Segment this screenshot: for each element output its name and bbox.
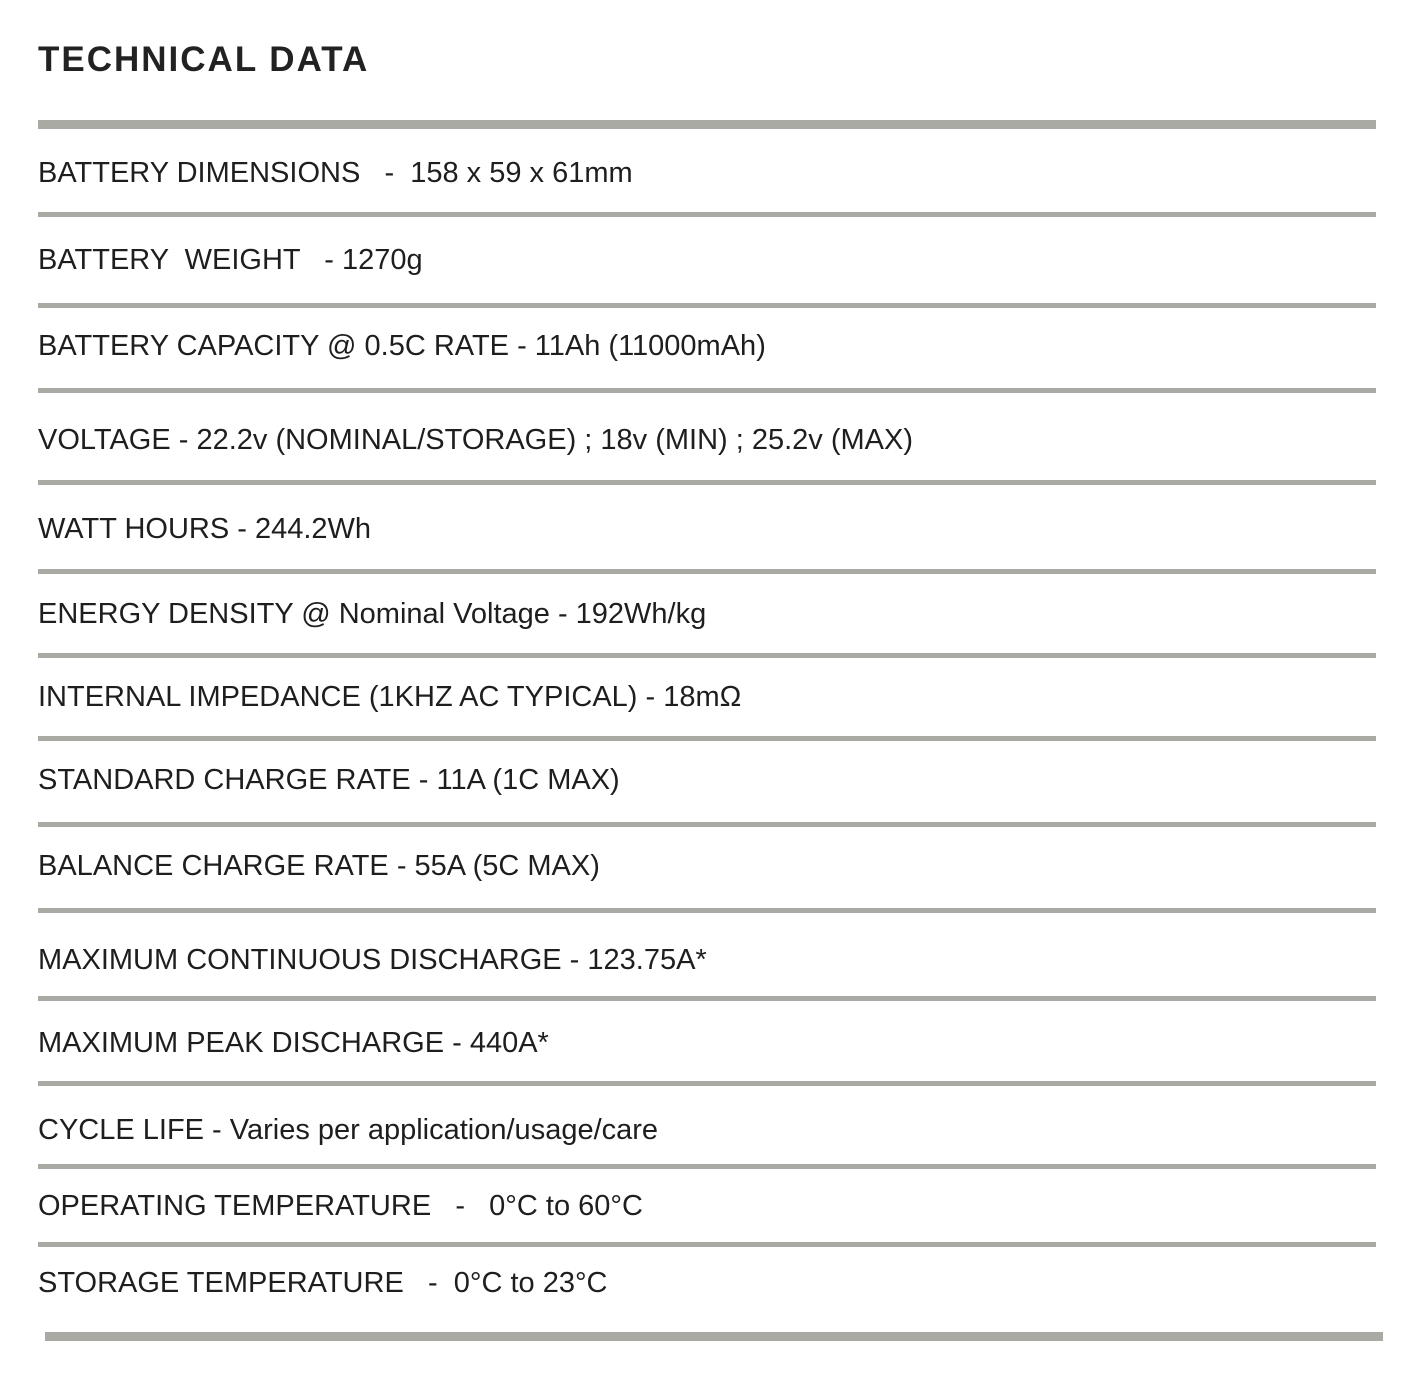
row-divider: [38, 1242, 1376, 1247]
row-divider: [38, 822, 1376, 827]
spec-battery-dimensions: BATTERY DIMENSIONS - 158 x 59 x 61mm: [38, 157, 633, 189]
spec-balance-charge-rate: BALANCE CHARGE RATE - 55A (5C MAX): [38, 850, 600, 882]
spec-standard-charge-rate: STANDARD CHARGE RATE - 11A (1C MAX): [38, 764, 620, 796]
row-divider: [38, 303, 1376, 308]
spec-watt-hours: WATT HOURS - 244.2Wh: [38, 513, 372, 545]
row-divider: [38, 480, 1376, 485]
spec-max-peak-discharge: MAXIMUM PEAK DISCHARGE - 440A*: [38, 1027, 549, 1059]
spec-battery-weight: BATTERY WEIGHT - 1270g: [38, 244, 423, 276]
page-title: TECHNICAL DATA: [38, 40, 370, 79]
row-divider: [38, 653, 1376, 658]
row-divider: [38, 388, 1376, 393]
spec-energy-density: ENERGY DENSITY @ Nominal Voltage - 192Wh/kg: [38, 598, 707, 630]
row-divider: [38, 1164, 1376, 1169]
spec-operating-temperature: OPERATING TEMPERATURE - 0°C to 60°C: [38, 1190, 643, 1222]
spec-storage-temperature: STORAGE TEMPERATURE - 0°C to 23°C: [38, 1267, 608, 1299]
row-divider: [38, 736, 1376, 741]
spec-internal-impedance: INTERNAL IMPEDANCE (1KHZ AC TYPICAL) - 18mΩ: [38, 681, 742, 713]
row-divider: [38, 569, 1376, 574]
top-divider: [38, 120, 1376, 129]
spec-battery-capacity: BATTERY CAPACITY @ 0.5C RATE - 11Ah (11000mAh): [38, 330, 766, 362]
spec-max-continuous-discharge: MAXIMUM CONTINUOUS DISCHARGE - 123.75A*: [38, 944, 707, 976]
row-divider: [38, 908, 1376, 913]
row-divider: [38, 212, 1376, 217]
spec-voltage: VOLTAGE - 22.2v (NOMINAL/STORAGE) ; 18v (MIN) ; 25.2v (MAX): [38, 424, 914, 456]
bottom-divider: [45, 1332, 1383, 1341]
row-divider: [38, 996, 1376, 1001]
row-divider: [38, 1081, 1376, 1086]
spec-cycle-life: CYCLE LIFE - Varies per application/usage/care: [38, 1114, 659, 1146]
